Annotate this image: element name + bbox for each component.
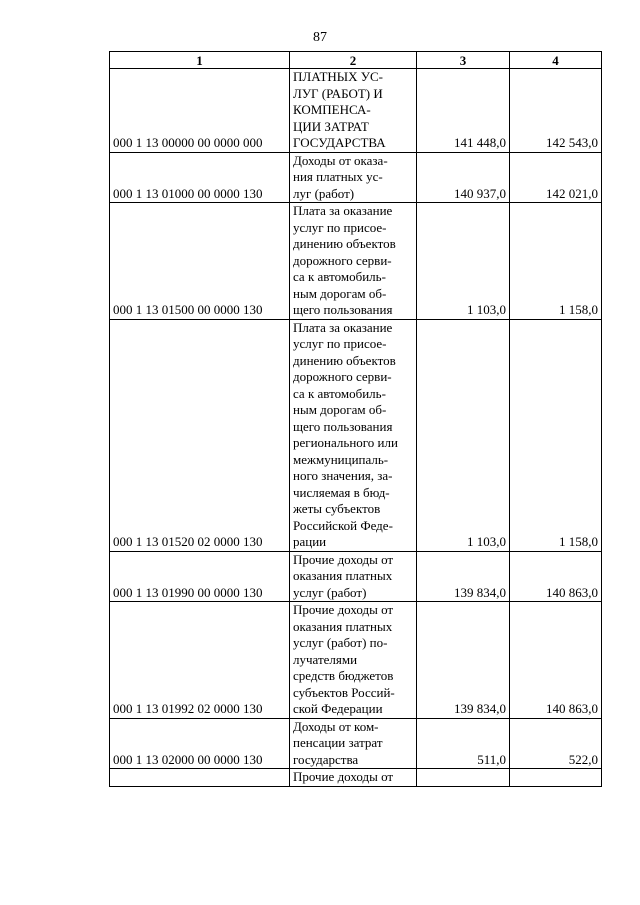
table-row <box>110 319 602 551</box>
revenue-name-line: щего пользования <box>293 302 393 317</box>
revenue-name-line: динению объектов <box>293 352 396 368</box>
table-row-continuation <box>110 769 602 787</box>
revenue-name-cell <box>290 203 417 320</box>
revenue-name-line: ного значения, за- <box>293 468 393 483</box>
revenue-name-line: ния платных ус- <box>293 169 383 184</box>
revenue-name-line: пенсации затрат <box>293 735 383 750</box>
revenue-name-line: услуг по присое- <box>293 336 387 351</box>
amount-col3-cell: 140 937,0 <box>417 152 510 203</box>
column-header-3: 3 <box>417 52 510 69</box>
amount-col4-cell: 140 863,0 <box>510 551 602 602</box>
revenue-name-line: рации <box>293 534 327 549</box>
amount-col3-cell: 511,0 <box>417 718 510 769</box>
revenue-name-line: Плата за оказание <box>293 203 393 218</box>
revenue-code-cell <box>110 769 290 787</box>
page-number: 87 <box>313 30 327 45</box>
revenue-name-line: ЛУГ (РАБОТ) И <box>293 85 383 101</box>
revenue-name-line: Российской Феде- <box>293 517 393 533</box>
amount-col4-cell: 1 158,0 <box>510 319 602 551</box>
revenue-name-line: ЦИИ ЗАТРАТ <box>293 118 369 134</box>
revenue-name-line: ПЛАТНЫХ УС- <box>293 69 383 84</box>
table-row <box>110 69 602 153</box>
revenue-name-line: Прочие доходы от <box>293 551 394 567</box>
amount-col4-cell: 1 158,0 <box>510 203 602 320</box>
amount-col3-cell: 1 103,0 <box>417 319 510 551</box>
revenue-name-line: государства <box>293 751 359 767</box>
revenue-name-line: Доходы от ком- <box>293 718 379 734</box>
revenue-name-line: дорожного серви- <box>293 252 392 268</box>
revenue-name-line: услуг по присое- <box>293 219 387 235</box>
revenue-name-line: Прочие доходы от <box>293 769 394 784</box>
revenue-code-cell: 000 1 13 01520 02 0000 130 <box>110 319 290 551</box>
revenue-code-cell: 000 1 13 00000 00 0000 000 <box>110 69 290 153</box>
table-header-row <box>110 52 602 69</box>
revenue-name-line: Плата за оказание <box>293 319 393 335</box>
revenue-name-line: услуг (работ) <box>293 584 367 600</box>
revenue-name-line: субъектов Россий- <box>293 684 395 700</box>
revenue-name-line: жеты субъектов <box>293 501 381 516</box>
table-row <box>110 551 602 602</box>
column-header-2: 2 <box>290 52 417 69</box>
column-header-4: 4 <box>510 52 602 69</box>
revenue-name-line: ской Федерации <box>293 701 383 716</box>
revenue-name-line: оказания платных <box>293 568 393 583</box>
revenue-name-line: луг (работ) <box>293 185 355 201</box>
revenue-code-cell: 000 1 13 01000 00 0000 130 <box>110 152 290 203</box>
budget-revenue-table <box>109 51 602 787</box>
revenue-name-line: услуг (работ) по- <box>293 635 388 650</box>
revenue-name-cell <box>290 319 417 551</box>
revenue-name-line: ным дорогам об- <box>293 402 387 417</box>
revenue-name-line: КОМПЕНСА- <box>293 102 371 117</box>
revenue-name-line: са к автомобиль- <box>293 385 386 401</box>
revenue-name-cell <box>290 769 417 787</box>
revenue-name-cell <box>290 718 417 769</box>
revenue-name-line: регионального или <box>293 435 398 450</box>
revenue-name-line: динению объектов <box>293 236 396 251</box>
amount-col3-cell: 139 834,0 <box>417 551 510 602</box>
amount-col3-cell: 1 103,0 <box>417 203 510 320</box>
revenue-name-line: Доходы от оказа- <box>293 152 388 168</box>
revenue-code-cell: 000 1 13 01500 00 0000 130 <box>110 203 290 320</box>
amount-col4-cell: 140 863,0 <box>510 602 602 719</box>
revenue-code-cell: 000 1 13 02000 00 0000 130 <box>110 718 290 769</box>
revenue-name-line: межмуниципаль- <box>293 451 389 467</box>
amount-col4-cell <box>510 769 602 787</box>
revenue-name-line: дорожного серви- <box>293 369 392 384</box>
amount-col3-cell <box>417 769 510 787</box>
amount-col3-cell: 139 834,0 <box>417 602 510 719</box>
revenue-name-cell <box>290 69 417 153</box>
revenue-name-line: числяемая в бюд- <box>293 484 390 500</box>
amount-col3-cell: 141 448,0 <box>417 69 510 153</box>
revenue-name-line: Прочие доходы от <box>293 602 394 617</box>
revenue-name-line: ГОСУДАРСТВА <box>293 135 386 150</box>
amount-col4-cell: 142 021,0 <box>510 152 602 203</box>
revenue-name-line: оказания платных <box>293 618 393 634</box>
revenue-name-cell <box>290 152 417 203</box>
revenue-name-line: лучателями <box>293 651 358 667</box>
revenue-name-line: ным дорогам об- <box>293 285 387 301</box>
table-row <box>110 602 602 719</box>
revenue-code-cell: 000 1 13 01992 02 0000 130 <box>110 602 290 719</box>
table-row <box>110 203 602 320</box>
amount-col4-cell: 142 543,0 <box>510 69 602 153</box>
table-row <box>110 718 602 769</box>
revenue-name-line: средств бюджетов <box>293 668 394 683</box>
revenue-name-line: щего пользования <box>293 418 393 434</box>
revenue-name-line: са к автомобиль- <box>293 269 386 284</box>
revenue-name-cell <box>290 602 417 719</box>
revenue-name-cell <box>290 551 417 602</box>
revenue-code-cell: 000 1 13 01990 00 0000 130 <box>110 551 290 602</box>
table-row <box>110 152 602 203</box>
column-header-1: 1 <box>110 52 290 69</box>
amount-col4-cell: 522,0 <box>510 718 602 769</box>
